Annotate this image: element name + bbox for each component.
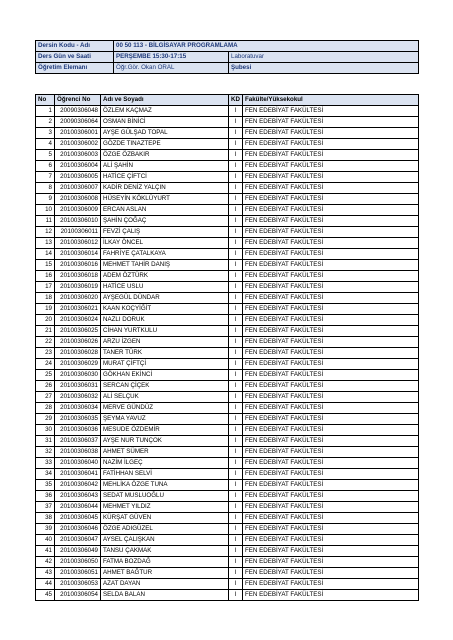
row-number: 8 [36,183,55,194]
row-number: 35 [36,480,55,491]
row-number: 36 [36,491,55,502]
faculty-name: FEN EDEBİYAT FAKÜLTESİ [243,117,419,128]
faculty-name: FEN EDEBİYAT FAKÜLTESİ [243,183,419,194]
row-number: 15 [36,260,55,271]
table-row [36,491,419,502]
student-number: 20100306045 [55,513,101,524]
faculty-name: FEN EDEBİYAT FAKÜLTESİ [243,403,419,414]
student-number: 20100306004 [55,161,101,172]
row-number: 9 [36,194,55,205]
student-name: NAZİM İLGEÇ [101,458,229,469]
row-number: 42 [36,557,55,568]
student-number: 20100306009 [55,205,101,216]
row-number: 10 [36,205,55,216]
table-row [36,469,419,480]
faculty-name: FEN EDEBİYAT FAKÜLTESİ [243,106,419,117]
faculty-name: FEN EDEBİYAT FAKÜLTESİ [243,139,419,150]
course-header-table [35,40,419,74]
row-number: 28 [36,403,55,414]
row-number: 19 [36,304,55,315]
row-number: 31 [36,436,55,447]
student-number: 20100306008 [55,194,101,205]
row-number: 32 [36,447,55,458]
student-name: AYŞE NUR TUNÇOK [101,436,229,447]
student-number: 20090306064 [55,117,101,128]
student-name: MEHMET TAHİR DANIŞ [101,260,229,271]
row-number: 45 [36,590,55,601]
student-number: 20100306016 [55,260,101,271]
student-name: KÜRŞAT GÜVEN [101,513,229,524]
row-number: 21 [36,326,55,337]
kd-value: I [229,370,243,381]
table-row [36,502,419,513]
faculty-name: FEN EDEBİYAT FAKÜLTESİ [243,579,419,590]
student-number: 20100306019 [55,282,101,293]
faculty-name: FEN EDEBİYAT FAKÜLTESİ [243,205,419,216]
kd-value: I [229,590,243,601]
student-name: OSMAN BİNİCİ [101,117,229,128]
student-name: AYŞE GÜLŞAD TOPAL [101,128,229,139]
table-row [36,172,419,183]
faculty-name: FEN EDEBİYAT FAKÜLTESİ [243,425,419,436]
table-row [36,216,419,227]
row-number: 7 [36,172,55,183]
kd-value: I [229,139,243,150]
kd-value: I [229,172,243,183]
table-row [36,315,419,326]
student-name: FATMA BOZDAĞ [101,557,229,568]
student-name: ARZU İZGEN [101,337,229,348]
student-number: 20100306053 [55,579,101,590]
faculty-name: FEN EDEBİYAT FAKÜLTESİ [243,447,419,458]
section-label: Şubesi [229,63,419,74]
faculty-name: FEN EDEBİYAT FAKÜLTESİ [243,150,419,161]
col-no: No [36,95,55,106]
table-row [36,194,419,205]
student-number: 20100306030 [55,370,101,381]
student-number: 20100306001 [55,128,101,139]
table-row [36,579,419,590]
row-number: 43 [36,568,55,579]
row-number: 2 [36,117,55,128]
kd-value: I [229,161,243,172]
table-row [36,326,419,337]
row-number: 34 [36,469,55,480]
row-number: 13 [36,238,55,249]
kd-value: I [229,579,243,590]
student-number: 20100306035 [55,414,101,425]
faculty-name: FEN EDEBİYAT FAKÜLTESİ [243,392,419,403]
student-name: ÖZLEM KAÇMAZ [101,106,229,117]
table-row [36,205,419,216]
table-row [36,480,419,491]
student-name: AYSEL ÇALIŞKAN [101,535,229,546]
row-number: 33 [36,458,55,469]
faculty-name: FEN EDEBİYAT FAKÜLTESİ [243,348,419,359]
row-number: 22 [36,337,55,348]
table-row [36,304,419,315]
student-number: 20100306050 [55,557,101,568]
student-number: 20100306005 [55,172,101,183]
col-name: Adı ve Soyadı [101,95,229,106]
student-name: MEHLİKA ÖZGE TUNA [101,480,229,491]
student-name: MESUDE ÖZDEMİR [101,425,229,436]
student-name: AZAT DAYAN [101,579,229,590]
faculty-name: FEN EDEBİYAT FAKÜLTESİ [243,271,419,282]
faculty-name: FEN EDEBİYAT FAKÜLTESİ [243,337,419,348]
kd-value: I [229,458,243,469]
table-row [36,293,419,304]
student-number: 20090306048 [55,106,101,117]
instructor-row [36,63,419,74]
table-row [36,139,419,150]
table-row [36,106,419,117]
table-row [36,524,419,535]
kd-value: I [229,524,243,535]
kd-value: I [229,513,243,524]
course-code-value: 00 50 113 - BİLGİSAYAR PROGRAMLAMA [114,41,419,52]
table-row [36,359,419,370]
faculty-name: FEN EDEBİYAT FAKÜLTESİ [243,381,419,392]
kd-value: I [229,194,243,205]
row-number: 4 [36,139,55,150]
student-name: CİHAN YURTKULU [101,326,229,337]
faculty-name: FEN EDEBİYAT FAKÜLTESİ [243,326,419,337]
kd-value: I [229,546,243,557]
student-name: HÜSEYİN KÖKLÜYURT [101,194,229,205]
kd-value: I [229,271,243,282]
student-number: 20100306002 [55,139,101,150]
student-name: FATİHHAN SELVİ [101,469,229,480]
col-student-no: Öğrenci No [55,95,101,106]
faculty-name: FEN EDEBİYAT FAKÜLTESİ [243,128,419,139]
table-row [36,590,419,601]
student-name: İLKAY ÖNCEL [101,238,229,249]
student-name: HATİCE ÇİFTCİ [101,172,229,183]
kd-value: I [229,337,243,348]
row-number: 20 [36,315,55,326]
student-number: 20100306012 [55,238,101,249]
student-number: 20100306034 [55,403,101,414]
kd-value: I [229,557,243,568]
student-name: ÖZGE ÖZBAKIR [101,150,229,161]
kd-value: I [229,359,243,370]
student-number: 20100306020 [55,293,101,304]
table-row [36,447,419,458]
kd-value: I [229,502,243,513]
kd-value: I [229,293,243,304]
kd-value: I [229,304,243,315]
faculty-name: FEN EDEBİYAT FAKÜLTESİ [243,590,419,601]
student-name: SELDA BALAN [101,590,229,601]
row-number: 39 [36,524,55,535]
kd-value: I [229,403,243,414]
kd-value: I [229,568,243,579]
kd-value: I [229,469,243,480]
student-number: 20100306040 [55,458,101,469]
kd-value: I [229,260,243,271]
table-row [36,436,419,447]
row-number: 44 [36,579,55,590]
kd-value: I [229,447,243,458]
student-table [35,94,419,601]
kd-value: I [229,227,243,238]
student-number: 20100306014 [55,249,101,260]
student-number: 20100306011 [55,227,101,238]
col-kd: KD [229,95,243,106]
table-row [36,150,419,161]
faculty-name: FEN EDEBİYAT FAKÜLTESİ [243,194,419,205]
student-name: TANSU ÇAKMAK [101,546,229,557]
table-row [36,370,419,381]
row-number: 29 [36,414,55,425]
student-number: 20100306036 [55,425,101,436]
table-row [36,348,419,359]
row-number: 40 [36,535,55,546]
col-faculty: Fakülte/Yüksekokul [243,95,419,106]
student-number: 20100306041 [55,469,101,480]
table-row [36,117,419,128]
student-number: 20100306047 [55,535,101,546]
day-time-row [36,52,419,63]
kd-value: I [229,326,243,337]
faculty-name: FEN EDEBİYAT FAKÜLTESİ [243,227,419,238]
row-number: 14 [36,249,55,260]
kd-value: I [229,216,243,227]
student-name: MURAT ÇİFTÇİ [101,359,229,370]
student-name: FAHRİYE ÇATALKAYA [101,249,229,260]
table-row [36,260,419,271]
kd-value: I [229,128,243,139]
table-row [36,403,419,414]
student-name: ŞEYMA YAVUZ [101,414,229,425]
student-name: MEHMET YILDIZ [101,502,229,513]
table-row [36,381,419,392]
student-rows [36,106,419,601]
day-time-label: Ders Gün ve Saati [36,52,114,63]
faculty-name: FEN EDEBİYAT FAKÜLTESİ [243,293,419,304]
student-name: AYŞEGÜL DÜNDAR [101,293,229,304]
row-number: 1 [36,106,55,117]
student-name: ALİ ŞAHİN [101,161,229,172]
student-name: NAZLI DORUK [101,315,229,326]
faculty-name: FEN EDEBİYAT FAKÜLTESİ [243,458,419,469]
student-name: MERVE GÜNDÜZ [101,403,229,414]
row-number: 37 [36,502,55,513]
student-number: 20100306021 [55,304,101,315]
student-number: 20100306037 [55,436,101,447]
kd-value: I [229,436,243,447]
student-name: GÖZDE TINAZTEPE [101,139,229,150]
row-number: 26 [36,381,55,392]
student-name: AHMET BAĞTUR [101,568,229,579]
kd-value: I [229,535,243,546]
table-row [36,227,419,238]
row-number: 3 [36,128,55,139]
row-number: 12 [36,227,55,238]
kd-value: I [229,238,243,249]
table-row [36,568,419,579]
row-number: 18 [36,293,55,304]
faculty-name: FEN EDEBİYAT FAKÜLTESİ [243,172,419,183]
row-number: 6 [36,161,55,172]
row-number: 11 [36,216,55,227]
row-number: 16 [36,271,55,282]
faculty-name: FEN EDEBİYAT FAKÜLTESİ [243,238,419,249]
table-row [36,414,419,425]
faculty-name: FEN EDEBİYAT FAKÜLTESİ [243,414,419,425]
kd-value: I [229,491,243,502]
student-number: 20100306032 [55,392,101,403]
student-number: 20100306046 [55,524,101,535]
spacer [35,74,418,94]
table-row [36,238,419,249]
course-code-row [36,41,419,52]
student-number: 20100306029 [55,359,101,370]
student-number: 20100306024 [55,315,101,326]
row-number: 23 [36,348,55,359]
student-name: ERCAN ASLAN [101,205,229,216]
row-number: 38 [36,513,55,524]
table-row [36,271,419,282]
student-number: 20100306007 [55,183,101,194]
faculty-name: FEN EDEBİYAT FAKÜLTESİ [243,436,419,447]
instructor-value: Öğr.Gör. Okan ORAL [114,63,229,74]
kd-value: I [229,106,243,117]
row-number: 30 [36,425,55,436]
faculty-name: FEN EDEBİYAT FAKÜLTESİ [243,491,419,502]
student-name: KADİR DENİZ YALÇIN [101,183,229,194]
faculty-name: FEN EDEBİYAT FAKÜLTESİ [243,282,419,293]
class-roster-sheet [35,40,418,601]
table-row [36,249,419,260]
room-value: Laboratuvar [229,52,419,63]
faculty-name: FEN EDEBİYAT FAKÜLTESİ [243,249,419,260]
student-name: ALİ SELÇUK [101,392,229,403]
table-row [36,337,419,348]
faculty-name: FEN EDEBİYAT FAKÜLTESİ [243,568,419,579]
row-number: 24 [36,359,55,370]
faculty-name: FEN EDEBİYAT FAKÜLTESİ [243,557,419,568]
student-number: 20100306026 [55,337,101,348]
student-name: TANER TÜRK [101,348,229,359]
student-name: KAAN KOÇYİĞİT [101,304,229,315]
row-number: 27 [36,392,55,403]
faculty-name: FEN EDEBİYAT FAKÜLTESİ [243,502,419,513]
student-number: 20100306018 [55,271,101,282]
table-row [36,128,419,139]
column-header-row [36,95,419,106]
row-number: 25 [36,370,55,381]
faculty-name: FEN EDEBİYAT FAKÜLTESİ [243,480,419,491]
table-row [36,458,419,469]
student-name: HATİCE USLU [101,282,229,293]
kd-value: I [229,183,243,194]
table-row [36,546,419,557]
course-code-label: Dersin Kodu - Adı [36,41,114,52]
student-name: SERCAN ÇİÇEK [101,381,229,392]
student-number: 20100306051 [55,568,101,579]
student-number: 20100306031 [55,381,101,392]
kd-value: I [229,392,243,403]
kd-value: I [229,480,243,491]
day-time-value: PERŞEMBE 15:30-17:15 [114,52,229,63]
student-name: FEVZİ ÇALIŞ [101,227,229,238]
table-row [36,513,419,524]
table-row [36,392,419,403]
row-number: 41 [36,546,55,557]
kd-value: I [229,150,243,161]
instructor-label: Öğretim Elemanı [36,63,114,74]
kd-value: I [229,414,243,425]
table-row [36,535,419,546]
table-row [36,161,419,172]
student-name: AHMET SÜMER [101,447,229,458]
student-number: 20100306025 [55,326,101,337]
student-number: 20100306042 [55,480,101,491]
faculty-name: FEN EDEBİYAT FAKÜLTESİ [243,370,419,381]
student-name: ŞAHİN ÇOĞAÇ [101,216,229,227]
faculty-name: FEN EDEBİYAT FAKÜLTESİ [243,216,419,227]
student-number: 20100306044 [55,502,101,513]
faculty-name: FEN EDEBİYAT FAKÜLTESİ [243,524,419,535]
faculty-name: FEN EDEBİYAT FAKÜLTESİ [243,161,419,172]
kd-value: I [229,425,243,436]
kd-value: I [229,348,243,359]
student-number: 20100306010 [55,216,101,227]
kd-value: I [229,381,243,392]
faculty-name: FEN EDEBİYAT FAKÜLTESİ [243,535,419,546]
faculty-name: FEN EDEBİYAT FAKÜLTESİ [243,469,419,480]
table-row [36,282,419,293]
student-number: 20100306043 [55,491,101,502]
student-name: SEDAT MUSLUOĞLU [101,491,229,502]
student-number: 20100306049 [55,546,101,557]
kd-value: I [229,205,243,216]
student-name: ÖZGE ADIGÜZEL [101,524,229,535]
table-row [36,557,419,568]
row-number: 17 [36,282,55,293]
kd-value: I [229,117,243,128]
student-number: 20100306054 [55,590,101,601]
faculty-name: FEN EDEBİYAT FAKÜLTESİ [243,546,419,557]
kd-value: I [229,282,243,293]
row-number: 5 [36,150,55,161]
student-number: 20100306003 [55,150,101,161]
faculty-name: FEN EDEBİYAT FAKÜLTESİ [243,304,419,315]
faculty-name: FEN EDEBİYAT FAKÜLTESİ [243,260,419,271]
table-row [36,425,419,436]
faculty-name: FEN EDEBİYAT FAKÜLTESİ [243,359,419,370]
kd-value: I [229,315,243,326]
student-number: 20100306028 [55,348,101,359]
table-row [36,183,419,194]
faculty-name: FEN EDEBİYAT FAKÜLTESİ [243,315,419,326]
student-name: ADEM ÖZTÜRK [101,271,229,282]
kd-value: I [229,249,243,260]
student-number: 20100306038 [55,447,101,458]
student-name: GÖKHAN EKİNCİ [101,370,229,381]
faculty-name: FEN EDEBİYAT FAKÜLTESİ [243,513,419,524]
